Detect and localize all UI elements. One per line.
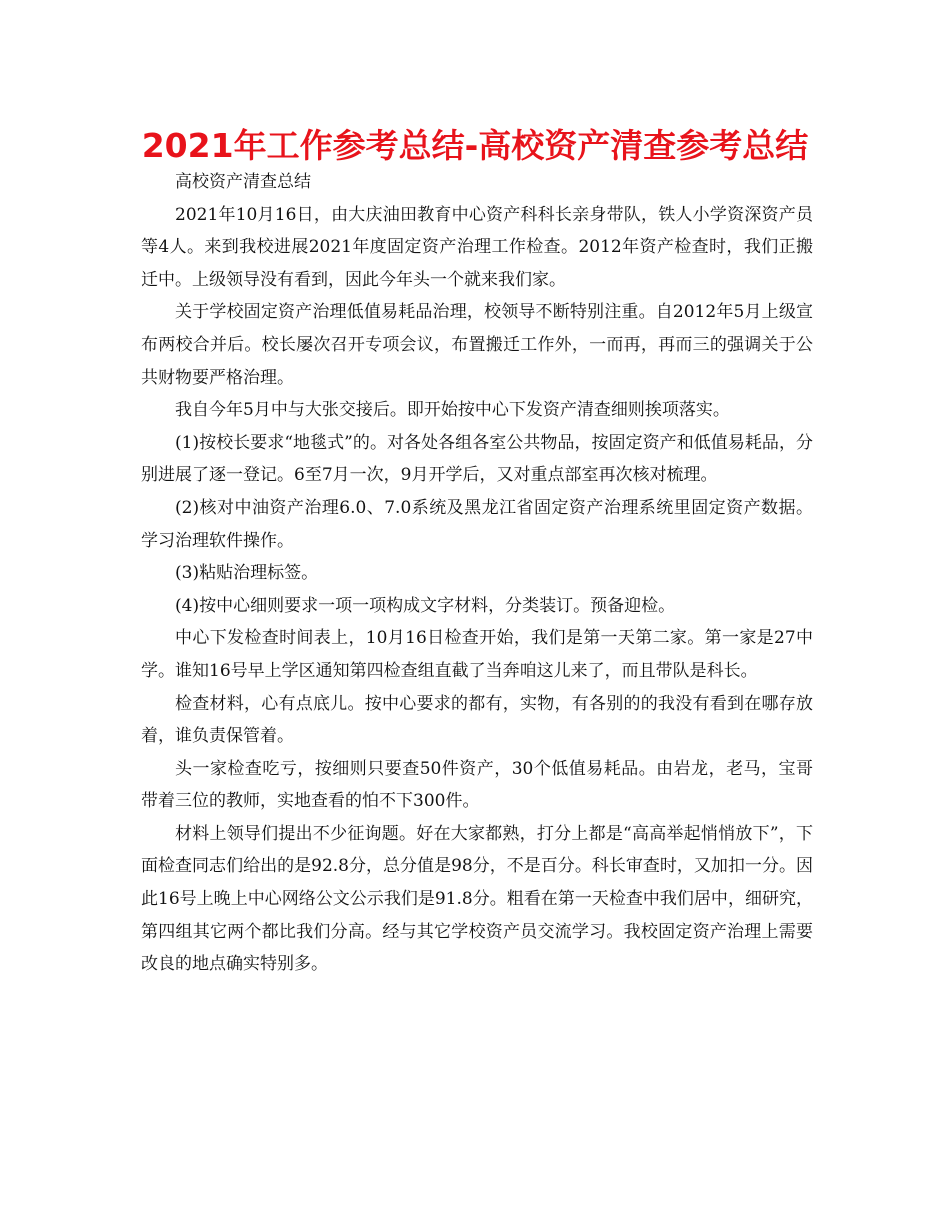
paragraph: 中心下发检查时间表上，10月16日检查开始，我们是第一天第二家。第一家是27中学。谁知16号早上学区通知第四检查组直截了当奔咱这儿来了，而且带队是科长。: [141, 628, 813, 681]
paragraph: (2)核对中油资产治理6.0、7.0系统及黑龙江省固定资产治理系统里固定资产数据。学习治理软件操作。: [141, 497, 813, 551]
paragraph: 2021年10月16日，由大庆油田教育中心资产科科长亲身带队，铁人小学资深资产员等4人。来到我校进展2021年度固定资产治理工作检查。2012年资产检查时，我们正搬迁中。上级领导没有看到，因此今年头一个就来我们家。: [141, 204, 813, 290]
paragraph: (3)粘贴治理标签。: [175, 563, 319, 584]
paragraph: 材料上领导们提出不少征询题。好在大家都熟，打分上都是“高高举起悄悄放下”，下面检查同志们给出的是92.8分，总分值是98分，不是百分。科长审查时，又加扣一分。因此16号上晚上中心网络公文公示我们是91.8分。粗看在第一天检查中我们居中，细研究，第四组其它两个都比我们分高。经与其它学校资产员交流学习。我校固定资产治理上需要改良的地点确实特别多。: [141, 823, 813, 975]
subtitle-paragraph: 高校资产清查总结: [175, 172, 311, 192]
paragraph: (4)按中心细则要求一项一项构成文字材料，分类装订。预备迎检。: [175, 595, 676, 616]
paragraph: 关于学校固定资产治理低值易耗品治理，校领导不断特别注重。自2012年5月上级宣布两校合并后。校长屡次召开专项会议，布置搬迁工作外，一而再，再而三的强调关于公共财物要严格治理。: [141, 302, 813, 388]
paragraph: 头一家检查吃亏，按细则只要查50件资产，30个低值易耗品。由岩龙，老马，宝哥带着三位的教师，实地查看的怕不下300件。: [141, 758, 813, 812]
document-body: [141, 166, 813, 981]
document-title: 2021年工作参考总结-高校资产清查参考总结: [141, 126, 809, 165]
paragraph: 我自今年5月中与大张交接后。即开始按中心下发资产清查细则挨项落实。: [175, 400, 730, 421]
paragraph: (1)按校长要求“地毯式”的。对各处各组各室公共物品，按固定资产和低值易耗品，分别进展了逐一登记。6至7月一次，9月开学后，又对重点部室再次核对梳理。: [141, 432, 813, 486]
paragraph: 检查材料，心有点底儿。按中心要求的都有，实物，有各别的的我没有看到在哪存放着，谁负责保管着。: [141, 693, 813, 747]
